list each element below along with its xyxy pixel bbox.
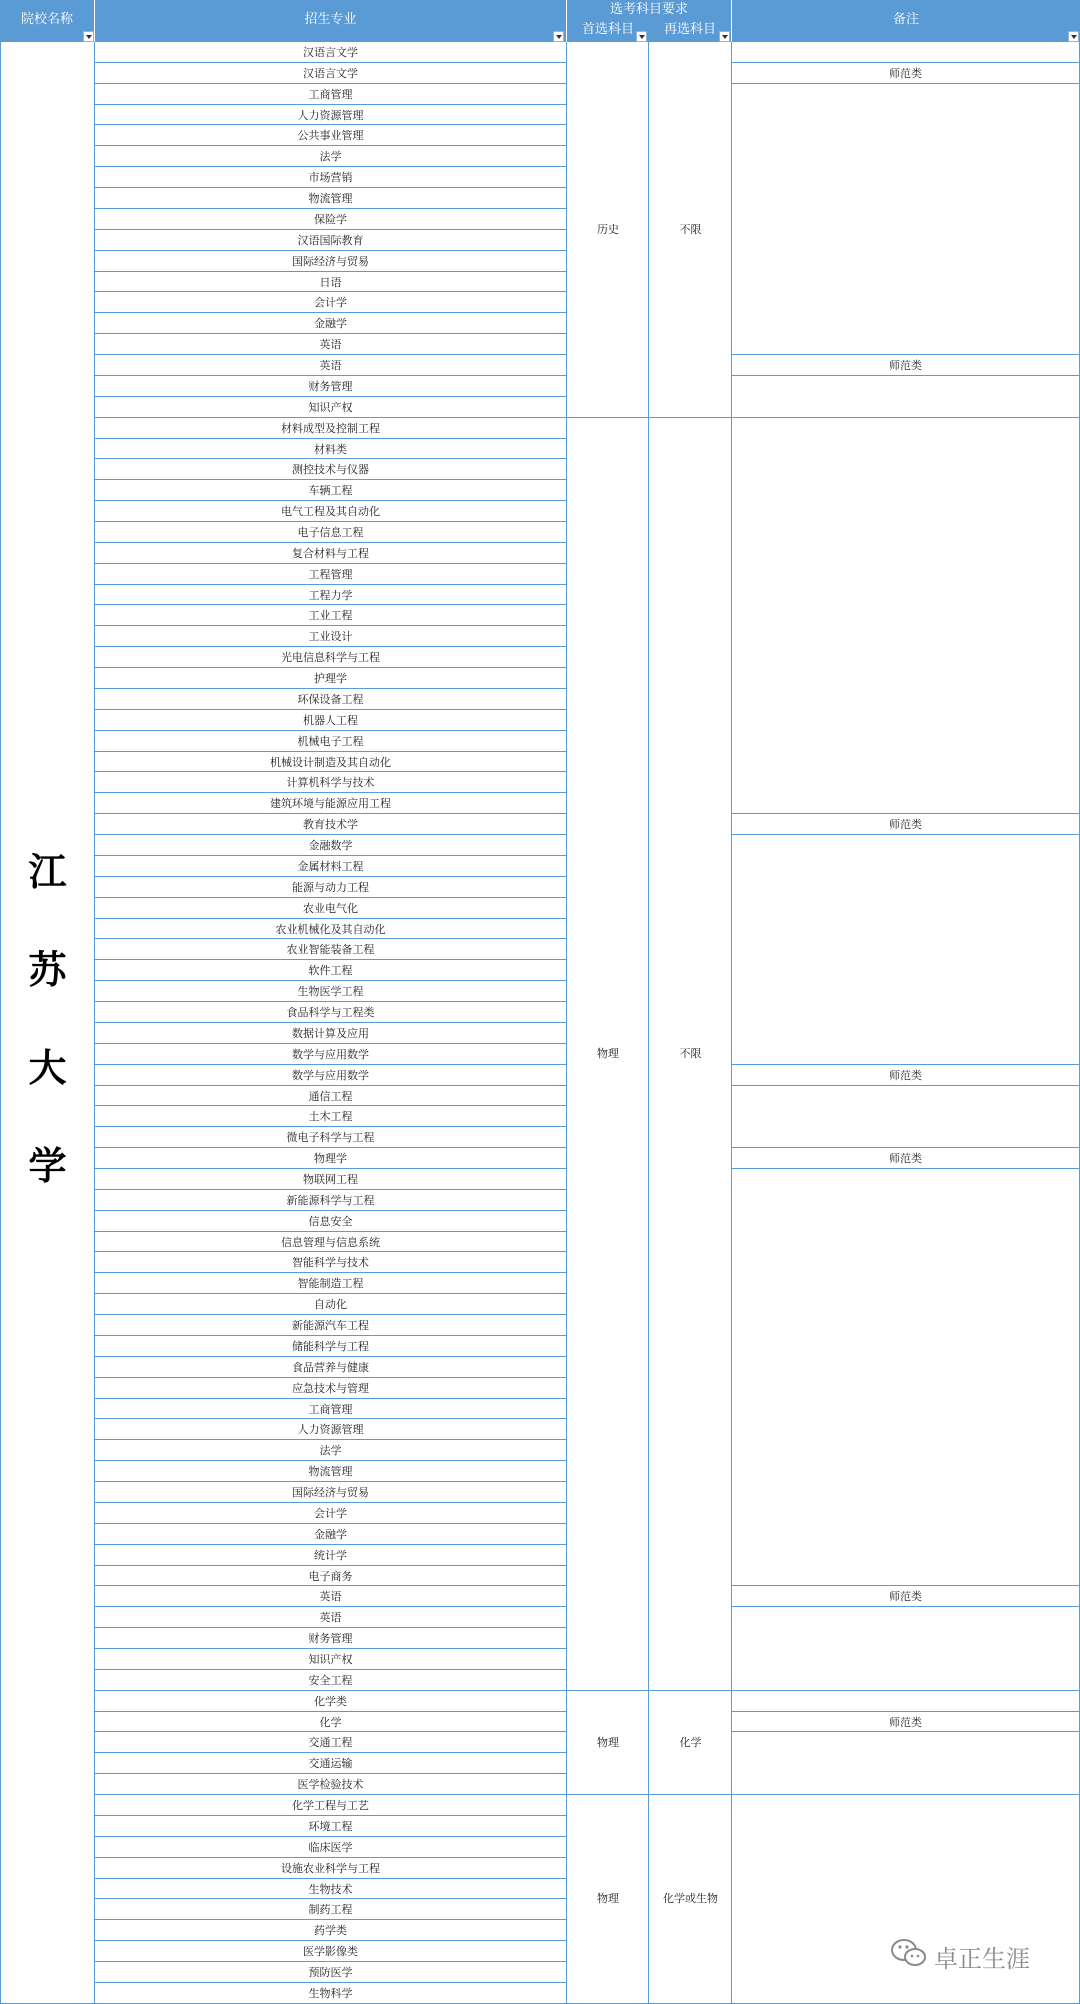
row-divider [95,1043,566,1044]
filter-note-button[interactable] [1068,31,1079,42]
row-divider [95,897,566,898]
note-divider [732,83,1080,84]
row-divider [95,1565,566,1566]
filter-major-button[interactable] [553,31,564,42]
row-divider [95,646,566,647]
row-divider [95,876,566,877]
row-divider [95,1335,566,1336]
note-cell: 师范类 [889,1068,922,1082]
major-cell: 能源与动力工程 [292,880,369,894]
row-divider [95,1064,566,1065]
major-cell: 保险学 [314,212,347,226]
major-cell: 软件工程 [308,964,353,978]
row-divider [95,938,566,939]
row-divider [95,1836,566,1837]
major-cell: 汉语言文学 [303,66,358,80]
row-divider [95,855,566,856]
note-divider [732,1064,1080,1065]
row-divider [95,542,566,543]
row-divider [95,124,566,125]
row-divider [95,751,566,752]
row-divider [95,1168,566,1169]
note-cell: 师范类 [889,1590,922,1604]
major-cell: 化学 [319,1715,342,1729]
major-cell: 交通工程 [308,1736,353,1750]
row-divider [95,396,566,397]
row-divider [95,1272,566,1273]
row-divider [95,312,566,313]
row-divider [95,1022,566,1023]
row-divider [95,834,566,835]
row-divider [95,1293,566,1294]
row-divider [95,208,566,209]
group-divider [567,1794,1080,1795]
major-cell: 财务管理 [308,1632,353,1646]
column-divider [648,42,649,2004]
first-subject-cell: 历史 [597,222,619,236]
major-cell: 人力资源管理 [297,108,364,122]
note-divider [732,1585,1080,1586]
header-school-label: 院校名称 [20,12,73,27]
major-cell: 会计学 [314,296,347,310]
major-cell: 预防医学 [308,1966,353,1980]
major-cell: 工程力学 [308,588,353,602]
major-cell: 电子商务 [308,1569,353,1583]
major-cell: 金属材料工程 [297,859,364,873]
major-cell: 物理学 [314,1152,347,1166]
note-divider [732,813,1080,814]
major-cell: 交通运输 [308,1757,353,1771]
row-divider [95,792,566,793]
row-divider [95,229,566,230]
major-cell: 知识产权 [308,1652,353,1666]
major-cell: 医学检验技术 [297,1778,364,1792]
major-cell: 应急技术与管理 [292,1381,369,1395]
row-divider [95,438,566,439]
major-cell: 数学与应用数学 [292,1068,369,1082]
row-divider [95,1606,566,1607]
column-divider [731,42,732,2004]
note-divider [732,1711,1080,1712]
major-cell: 数学与应用数学 [292,1047,369,1061]
major-cell: 金融数学 [308,839,353,853]
major-cell: 医学影像类 [303,1945,358,1959]
row-divider [95,1690,566,1691]
major-cell: 工商管理 [308,87,353,101]
row-divider [95,1794,566,1795]
row-divider [95,1481,566,1482]
row-divider [95,1669,566,1670]
row-divider [95,417,566,418]
row-divider [95,688,566,689]
major-cell: 国际经济与贸易 [292,254,369,268]
column-divider [0,42,1,2004]
major-cell: 农业机械化及其自动化 [275,922,386,936]
row-divider [95,563,566,564]
major-cell: 新能源汽车工程 [292,1319,369,1333]
row-divider [95,625,566,626]
major-cell: 生物科学 [308,1986,353,2000]
note-divider [732,1147,1080,1148]
major-cell: 材料成型及控制工程 [281,421,380,435]
note-divider [732,375,1080,376]
row-divider [95,959,566,960]
note-divider [732,834,1080,835]
school-name-char: 学 [28,1144,67,1188]
major-cell: 临床医学 [308,1840,353,1854]
major-cell: 土木工程 [308,1110,353,1124]
header-subject-label: 选考科目要求 [609,2,688,17]
major-cell: 设施农业科学与工程 [281,1861,380,1875]
major-cell: 生物技术 [308,1882,353,1896]
row-divider [95,458,566,459]
major-cell: 生物医学工程 [297,985,364,999]
major-cell: 工商管理 [308,1402,353,1416]
filter-first-button[interactable] [636,31,647,42]
school-name-char: 江 [28,850,67,894]
major-cell: 药学类 [314,1924,347,1938]
major-cell: 英语 [319,359,342,373]
major-cell: 计算机科学与技术 [286,776,375,790]
major-cell: 信息安全 [308,1214,353,1228]
group-divider [567,1690,1080,1691]
major-cell: 新能源科学与工程 [286,1193,375,1207]
header-subject [567,0,731,42]
row-divider [95,1648,566,1649]
major-cell: 机器人工程 [303,713,358,727]
row-divider [95,1189,566,1190]
row-divider [95,771,566,772]
row-divider [95,1356,566,1357]
row-divider [95,271,566,272]
row-divider [95,250,566,251]
row-divider [95,375,566,376]
group-divider [567,417,1080,418]
row-divider [95,1314,566,1315]
header-first-label: 首选科目 [581,22,634,37]
major-cell: 信息管理与信息系统 [281,1235,380,1249]
row-divider [95,1439,566,1440]
column-divider [566,42,567,2004]
note-divider [732,1606,1080,1607]
major-cell: 金融学 [314,1527,347,1541]
second-subject-cell: 不限 [679,1047,702,1061]
header-note [732,0,1080,42]
major-cell: 电子信息工程 [297,526,364,539]
major-cell: 车辆工程 [308,484,353,498]
major-cell: 化学类 [314,1694,347,1708]
major-cell: 智能制造工程 [297,1277,364,1291]
major-cell: 日语 [319,275,342,289]
row-divider [95,166,566,167]
major-cell: 人力资源管理 [297,1423,364,1437]
row-divider [95,83,566,84]
major-cell: 市场营销 [308,171,353,185]
major-cell: 物联网工程 [303,1172,358,1186]
major-cell: 财务管理 [308,379,353,393]
watermark-text: 卓正生涯 [934,1945,1030,1973]
major-cell: 国际经济与贸易 [292,1486,369,1500]
major-cell: 农业电气化 [303,901,358,915]
major-cell: 光电信息科学与工程 [281,651,380,665]
major-cell: 法学 [319,150,342,164]
header-major [95,0,566,42]
row-divider [95,1857,566,1858]
header-note-label: 备注 [892,12,919,27]
major-cell: 机械设计制造及其自动化 [270,755,391,769]
watermark [890,1935,1065,1971]
row-divider [95,1251,566,1252]
row-divider [95,187,566,188]
school-name-char: 大 [28,1046,67,1090]
row-divider [95,1898,566,1899]
note-cell: 师范类 [889,1715,922,1729]
row-divider [95,1815,566,1816]
row-divider [95,813,566,814]
row-divider [95,1919,566,1920]
note-cell: 师范类 [889,1152,922,1166]
note-divider [732,354,1080,355]
row-divider [95,1147,566,1148]
major-cell: 统计学 [314,1548,347,1562]
major-cell: 复合材料与工程 [292,546,369,560]
row-divider [95,1544,566,1545]
row-divider [95,1940,566,1941]
major-cell: 英语 [319,338,342,352]
note-cell: 师范类 [889,818,922,832]
major-cell: 护理学 [314,672,347,686]
row-divider [95,1711,566,1712]
major-cell: 环境工程 [308,1819,353,1833]
row-divider [95,604,566,605]
major-cell: 建筑环境与能源应用工程 [270,797,391,811]
row-divider [95,1105,566,1106]
major-cell: 智能科学与技术 [292,1256,369,1270]
row-divider [95,1231,566,1232]
row-divider [95,1731,566,1732]
major-cell: 工业设计 [308,630,353,644]
second-subject-cell: 化学或生物 [663,1892,718,1906]
row-divider [95,354,566,355]
row-divider [95,1878,566,1879]
column-divider [94,42,95,2004]
row-divider [95,1585,566,1586]
note-divider [732,1168,1080,1169]
major-cell: 机械电子工程 [297,734,364,748]
major-cell: 化学工程与工艺 [292,1799,369,1813]
row-divider [95,1523,566,1524]
row-divider [95,918,566,919]
major-cell: 食品营养与健康 [292,1360,369,1374]
major-cell: 环保设备工程 [297,692,364,706]
major-cell: 材料类 [314,442,347,456]
major-cell: 通信工程 [308,1089,353,1103]
major-cell: 储能科学与工程 [292,1339,369,1353]
major-cell: 自动化 [314,1298,347,1312]
row-divider [95,1398,566,1399]
row-divider [95,62,566,63]
row-divider [95,980,566,981]
major-cell: 测控技术与仪器 [292,463,369,477]
row-divider [95,104,566,105]
note-divider [732,1731,1080,1732]
row-divider [95,291,566,292]
row-divider [95,1627,566,1628]
row-divider [95,1752,566,1753]
row-divider [95,1982,566,1983]
major-cell: 教育技术学 [303,818,358,832]
major-cell: 微电子科学与工程 [286,1131,375,1145]
major-cell: 物流管理 [308,1465,353,1479]
major-cell: 公共事业管理 [297,129,364,143]
major-cell: 英语 [319,1590,342,1604]
major-cell: 知识产权 [308,400,353,414]
major-cell: 工业工程 [308,609,353,623]
first-subject-cell: 物理 [597,1892,619,1906]
row-divider [95,730,566,731]
row-divider [95,333,566,334]
major-cell: 制药工程 [308,1903,353,1917]
major-cell: 法学 [319,1444,342,1458]
row-divider [95,1126,566,1127]
note-cell: 师范类 [889,359,922,373]
row-divider [95,1001,566,1002]
row-divider [95,1961,566,1962]
row-divider [95,667,566,668]
note-divider [732,1085,1080,1086]
row-divider [95,1773,566,1774]
major-cell: 工程管理 [308,567,353,581]
major-cell: 金融学 [314,317,347,331]
row-divider [95,500,566,501]
major-cell: 安全工程 [308,1673,353,1687]
header-major-label: 招生专业 [304,12,357,27]
major-cell: 物流管理 [308,192,353,206]
row-divider [95,1502,566,1503]
header-school [0,0,94,42]
major-cell: 食品科学与工程类 [286,1006,375,1020]
major-cell: 英语 [319,1611,342,1625]
row-divider [95,521,566,522]
filter-school-button[interactable] [83,31,94,42]
wechat-icon [890,1937,928,1969]
major-cell: 汉语言文学 [303,46,358,59]
school-name-char: 苏 [28,948,67,992]
row-divider [95,1418,566,1419]
note-cell: 师范类 [889,66,922,80]
note-divider [732,62,1080,63]
row-divider [95,145,566,146]
row-divider [95,1377,566,1378]
major-cell: 数据计算及应用 [292,1026,369,1040]
row-divider [95,1210,566,1211]
second-subject-cell: 不限 [679,222,702,236]
row-divider [95,709,566,710]
major-cell: 会计学 [314,1506,347,1520]
row-divider [95,479,566,480]
header-second-label: 再选科目 [663,22,716,37]
filter-second-button[interactable] [719,31,730,42]
major-cell: 电气工程及其自动化 [281,505,380,519]
row-divider [95,1085,566,1086]
major-cell: 汉语国际教育 [297,233,364,247]
row-divider [95,584,566,585]
row-divider [95,1460,566,1461]
second-subject-cell: 化学 [679,1735,702,1749]
first-subject-cell: 物理 [597,1047,619,1061]
major-cell: 农业智能装备工程 [286,943,375,957]
first-subject-cell: 物理 [597,1735,619,1749]
